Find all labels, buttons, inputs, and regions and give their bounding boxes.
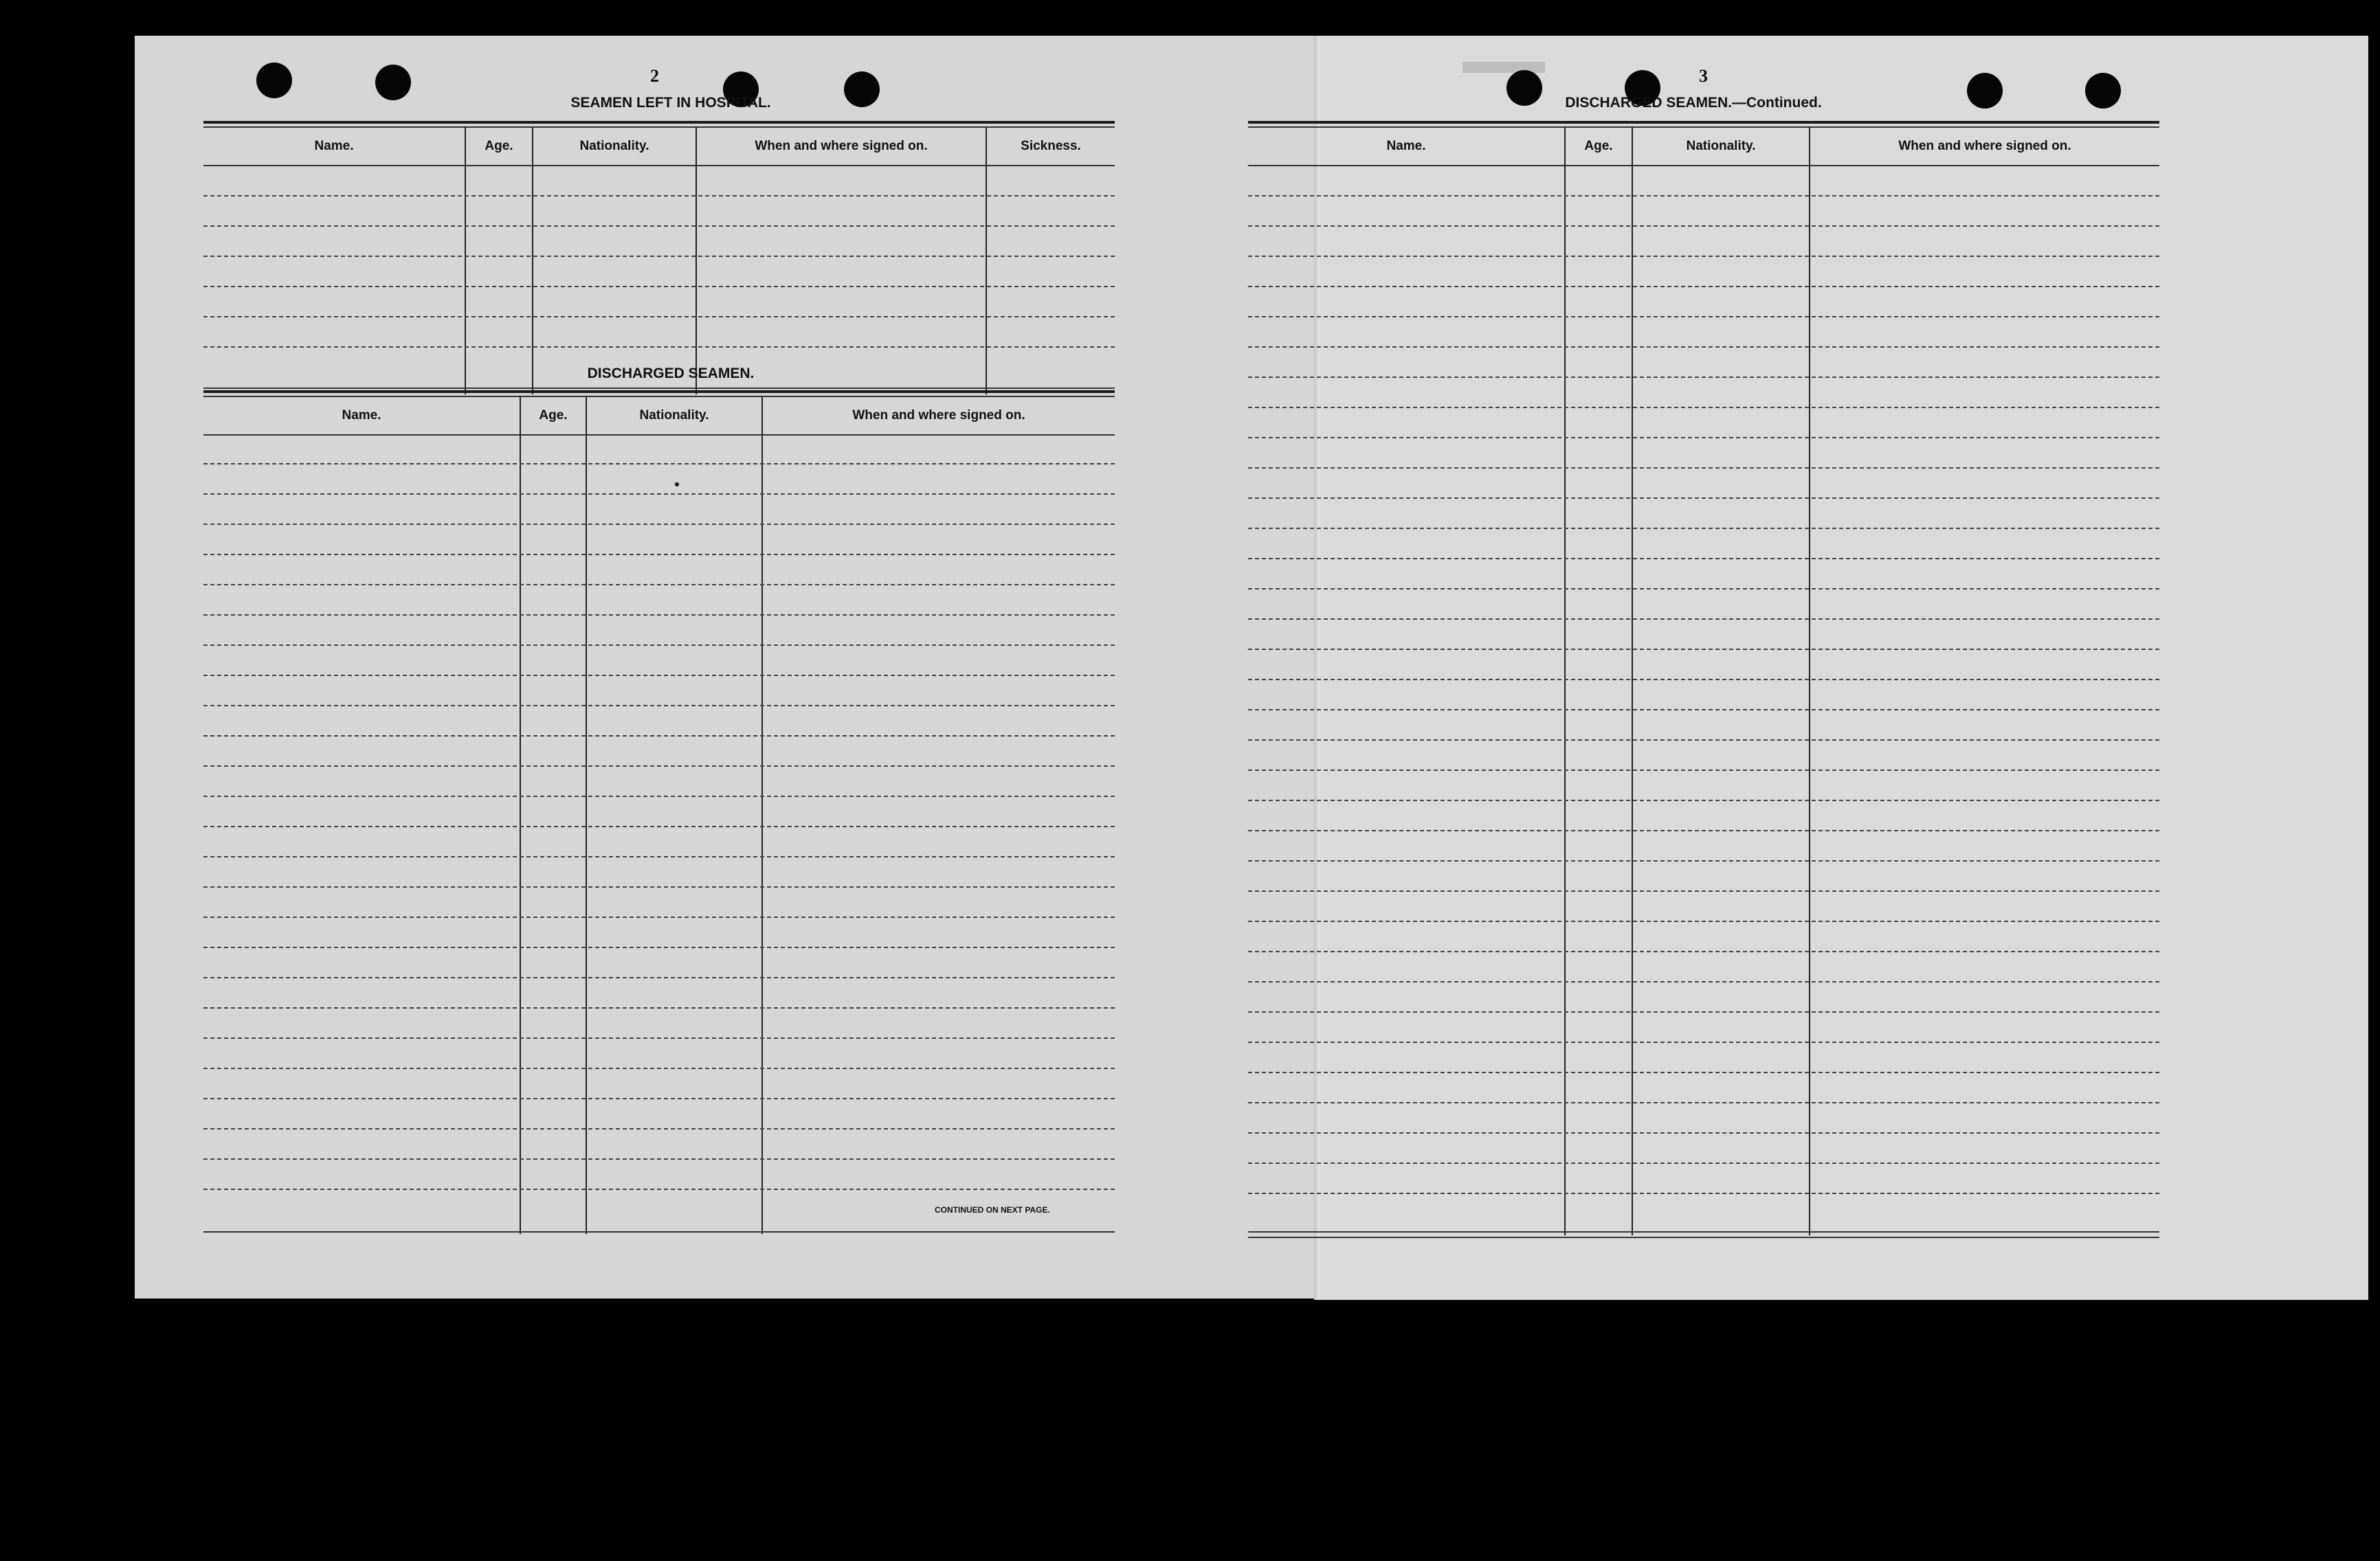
column-divider xyxy=(465,126,466,394)
table-top-rule xyxy=(203,121,1115,124)
column-divider xyxy=(520,396,521,1234)
table-bottom-rule xyxy=(1248,1231,2159,1233)
entry-line xyxy=(203,286,1115,287)
table-bottom-rule xyxy=(203,1231,1115,1233)
column-divider xyxy=(1564,126,1566,1235)
column-header-age: Age. xyxy=(539,408,568,423)
entry-line xyxy=(203,493,1115,495)
entry-line xyxy=(203,554,1115,555)
entry-line xyxy=(1248,195,2159,196)
entry-line xyxy=(1248,1132,2159,1134)
column-divider xyxy=(586,396,587,1234)
column-divider xyxy=(532,126,533,394)
entry-line xyxy=(1248,800,2159,801)
column-divider xyxy=(1809,126,1810,1235)
entry-line xyxy=(203,1158,1115,1160)
table-top-rule-thin xyxy=(1248,126,2159,128)
entry-line xyxy=(1248,649,2159,650)
entry-line xyxy=(1248,316,2159,317)
column-header-signed-on: When and where signed on. xyxy=(1898,139,2071,153)
header-bottom-rule xyxy=(203,434,1115,436)
entry-line xyxy=(203,1068,1115,1069)
column-header-age: Age. xyxy=(1584,139,1613,153)
binding-tab xyxy=(1463,62,1545,73)
column-header-nationality: Nationality. xyxy=(639,408,709,423)
entry-line xyxy=(1248,558,2159,559)
column-header-sickness: Sickness. xyxy=(1021,139,1081,153)
entry-line xyxy=(1248,1193,2159,1194)
entry-line xyxy=(1248,497,2159,499)
entry-line xyxy=(1248,860,2159,862)
column-divider xyxy=(1632,126,1633,1235)
entry-line xyxy=(203,463,1115,464)
entry-line xyxy=(203,614,1115,616)
entry-line xyxy=(1248,739,2159,741)
entry-line xyxy=(1248,225,2159,227)
punch-hole xyxy=(375,65,411,100)
table-top-rule xyxy=(1248,121,2159,124)
entry-line xyxy=(1248,1072,2159,1073)
entry-line xyxy=(203,947,1115,948)
entry-line xyxy=(203,644,1115,646)
entry-line xyxy=(203,886,1115,888)
document-spread xyxy=(135,36,2231,1299)
entry-line xyxy=(1248,1163,2159,1164)
entry-line xyxy=(203,826,1115,827)
entry-line xyxy=(1248,407,2159,408)
entry-line xyxy=(203,1007,1115,1009)
entry-line xyxy=(1248,1011,2159,1013)
column-divider xyxy=(986,126,987,394)
entry-line xyxy=(203,225,1115,227)
entry-line xyxy=(203,316,1115,317)
punch-hole xyxy=(256,63,292,98)
entry-line xyxy=(203,917,1115,918)
table-top-rule-thin xyxy=(203,396,1115,397)
entry-line xyxy=(1248,951,2159,952)
entry-line xyxy=(203,346,1115,348)
entry-line xyxy=(203,796,1115,797)
entry-line xyxy=(1248,346,2159,348)
table-bottom-rule xyxy=(1248,1237,2159,1238)
entry-line xyxy=(1248,921,2159,922)
entry-line xyxy=(1248,830,2159,831)
hospital-table xyxy=(203,121,1115,394)
entry-line xyxy=(203,675,1115,676)
entry-line xyxy=(1248,588,2159,589)
discharged-section-title: DISCHARGED SEAMEN. xyxy=(587,366,755,381)
column-header-age: Age. xyxy=(485,139,513,153)
column-header-name: Name. xyxy=(1386,139,1426,153)
entry-line xyxy=(203,524,1115,525)
ink-dot xyxy=(675,482,679,486)
column-header-nationality: Nationality. xyxy=(1686,139,1756,153)
entry-line xyxy=(203,256,1115,257)
entry-line xyxy=(1248,1042,2159,1043)
entry-line xyxy=(1248,377,2159,378)
table-top-rule xyxy=(203,390,1115,393)
entry-line xyxy=(1248,1102,2159,1103)
discharged-continued-title: DISCHARGED SEAMEN.—Continued. xyxy=(1565,95,1822,111)
entry-line xyxy=(1248,679,2159,680)
entry-line xyxy=(203,977,1115,978)
entry-line xyxy=(203,1098,1115,1099)
column-header-name: Name. xyxy=(342,408,381,423)
entry-line xyxy=(203,584,1115,585)
punch-hole xyxy=(2085,73,2121,109)
column-divider xyxy=(696,126,697,394)
discharged-table-left xyxy=(203,390,1115,1239)
entry-line xyxy=(203,1128,1115,1130)
entry-line xyxy=(1248,467,2159,469)
entry-line xyxy=(1248,981,2159,982)
entry-line xyxy=(203,1189,1115,1190)
header-bottom-rule xyxy=(203,165,1115,166)
punch-hole xyxy=(1967,73,2003,109)
entry-line xyxy=(203,765,1115,767)
table-top-rule-thin xyxy=(203,126,1115,128)
discharged-table-right xyxy=(1248,121,2159,1241)
column-header-signed-on: When and where signed on. xyxy=(755,139,928,153)
entry-line xyxy=(1248,618,2159,620)
column-header-name: Name. xyxy=(314,139,354,153)
entry-line xyxy=(1248,256,2159,257)
entry-line xyxy=(1248,890,2159,892)
column-divider xyxy=(761,396,763,1234)
entry-line xyxy=(1248,286,2159,287)
entry-line xyxy=(1248,770,2159,771)
header-bottom-rule xyxy=(1248,165,2159,166)
entry-line xyxy=(203,195,1115,196)
column-header-nationality: Nationality. xyxy=(579,139,649,153)
entry-line xyxy=(203,1037,1115,1039)
entry-line xyxy=(1248,437,2159,438)
entry-line xyxy=(1248,709,2159,710)
punch-hole xyxy=(844,71,880,107)
hospital-section-title: SEAMEN LEFT IN HOSPITAL. xyxy=(570,95,771,111)
column-header-signed-on: When and where signed on. xyxy=(852,408,1025,423)
table-bottom-rule xyxy=(203,388,1115,389)
continued-note: CONTINUED ON NEXT PAGE. xyxy=(935,1205,1050,1215)
page-number-right: 3 xyxy=(1699,66,1708,86)
entry-line xyxy=(1248,528,2159,529)
page-number-left: 2 xyxy=(650,66,659,86)
entry-line xyxy=(203,705,1115,706)
entry-line xyxy=(203,735,1115,737)
entry-line xyxy=(203,856,1115,857)
